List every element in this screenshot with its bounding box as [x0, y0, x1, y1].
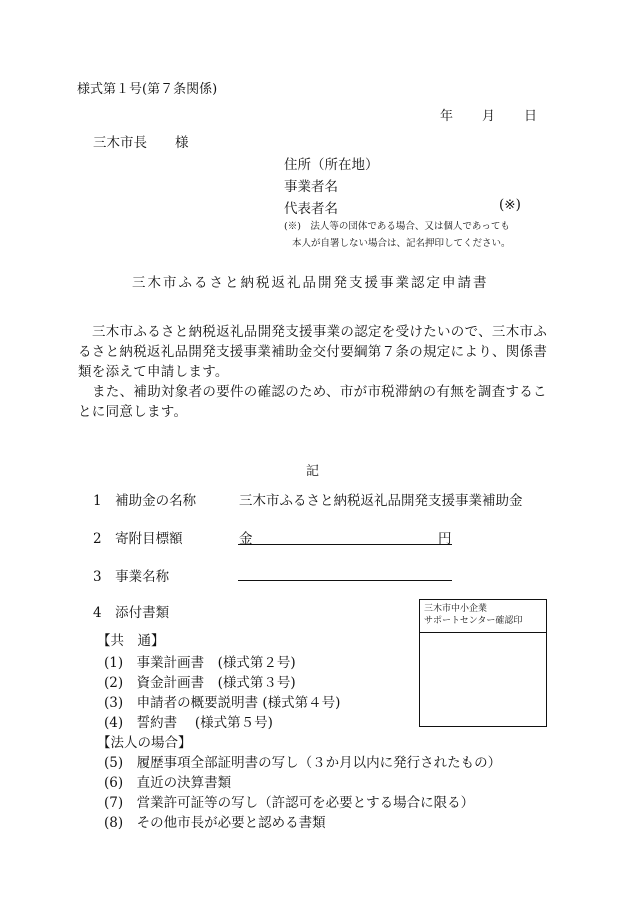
seal-note-line1: (※) 法人等の団体である場合、又は個人であっても [284, 221, 510, 232]
addressee-name: 三木市長 [93, 135, 147, 151]
item3-underline [238, 580, 452, 581]
body-para2-line2: とに同意します。 [78, 404, 188, 420]
attachment-item: (4) 誓約書 (様式第５号) [104, 715, 273, 731]
item3-label: 3 事業名称 [93, 569, 170, 585]
stamp-box-line1: 三木市中小企業 [424, 604, 488, 614]
addressee-honorific: 様 [175, 135, 189, 151]
representative-label: 代表者名 [284, 201, 338, 217]
stamp-box-header [420, 600, 546, 633]
stamp-box-line2: サポートセンター確認印 [424, 616, 523, 626]
item1-label: 1 補助金の名称 [93, 493, 197, 509]
address-label: 住所（所在地） [284, 157, 379, 173]
item2-label: 2 寄附目標額 [93, 531, 183, 547]
date-day: 日 [524, 109, 538, 124]
business-name-label: 事業者名 [284, 179, 338, 195]
item2-prefix: 金 [239, 531, 253, 547]
body-para1-line2: るさと納税返礼品開発支援事業補助金交付要綱第７条の規定により、関係書 [78, 344, 548, 360]
form-number: 様式第１号(第７条関係) [77, 82, 218, 97]
item1-value: 三木市ふるさと納税返礼品開発支援事業補助金 [239, 493, 523, 509]
corporate-header: 【法人の場合】 [97, 735, 192, 751]
item4-label: 4 添付書類 [93, 605, 170, 621]
ki-marker: 記 [306, 464, 320, 479]
seal-note-line2: 本人が自署しない場合は、記名押印してください。 [292, 238, 511, 249]
attachment-item: (3) 申請者の概要説明書 (様式第４号) [104, 695, 341, 711]
attachment-item: (7) 営業許可証等の写し（許認可を必要とする場合に限る） [104, 795, 475, 811]
body-para2-line1: また、補助対象者の要件の確認のため、市が市税滞納の有無を調査するこ [92, 384, 547, 400]
attachment-item: (5) 履歴事項全部証明書の写し（３か月以内に発行されたもの） [104, 755, 502, 771]
body-para1-line1: 三木市ふるさと納税返礼品開発支援事業の認定を受けたいので、三木市ふ [92, 324, 548, 340]
confirmation-stamp-box [419, 599, 547, 727]
date-year: 年 [440, 109, 454, 124]
common-header: 【共 通】 [97, 633, 165, 649]
attachment-item: (1) 事業計画書 (様式第２号) [104, 655, 296, 671]
item2-suffix: 円 [438, 531, 452, 547]
attachment-item: (8) その他市長が必要と認める書類 [104, 815, 326, 831]
attachment-item: (6) 直近の決算書類 [104, 775, 232, 791]
attachment-item: (2) 資金計画書 (様式第３号) [104, 675, 296, 691]
seal-mark: (※) [499, 197, 521, 213]
item2-underline [238, 544, 452, 545]
body-para1-line3: 類を添えて申請します。 [78, 364, 229, 380]
document-title: 三木市ふるさと納税返礼品開発支援事業認定申請書 [132, 275, 489, 291]
date-month: 月 [482, 109, 496, 124]
